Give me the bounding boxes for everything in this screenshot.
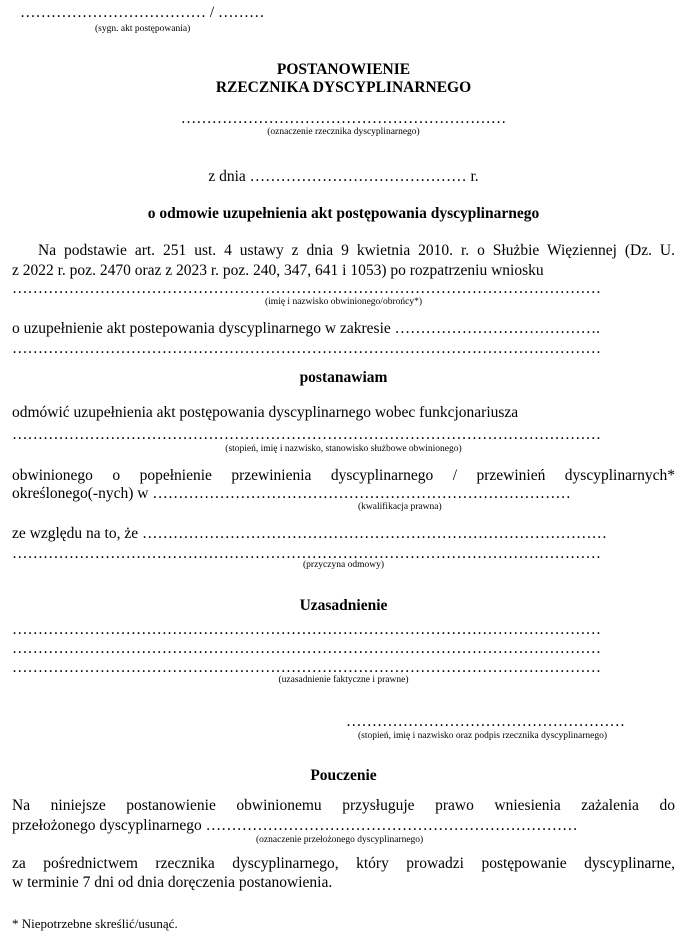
accused-line-1: obwinionego o popełnienie przewinienia dyscyplinarnego / przewinień dyscyplinarnych* [12, 467, 675, 484]
subject-line: o odmowie uzupełnienia akt postępowania dyscyplinarnego [147, 205, 540, 222]
instruction-line-2: przełożonego dyscyplinarnego ……………………………………………………………… [12, 817, 578, 834]
signature-caption: (stopień, imię i nazwisko oraz podpis rzecznika dyscyplinarnego) [358, 731, 608, 741]
scope-dots: …………………………………………………………………………………………………… [12, 340, 601, 357]
document-title: POSTANOWIENIE [276, 61, 411, 78]
officer-dots: …………………………………………………………………………………………………… [12, 426, 601, 443]
intro-line-2: z 2022 r. poz. 2470 oraz z 2023 r. poz. 240, 347, 641 i 1053) po rozpatrzeniu wniosku [12, 262, 544, 279]
reason-caption: (przyczyna odmowy) [303, 560, 384, 570]
document-title-subline: RZECZNIKA DYSCYPLINARNEGO [215, 79, 472, 96]
reason-dots: …………………………………………………………………………………………………… [12, 545, 601, 562]
justification-caption: (uzasadnienie faktyczne i prawne) [278, 675, 409, 685]
accused-or-defender-dots: …………………………………………………………………………………………………… [12, 280, 601, 297]
supervisor-caption: (oznaczenie przełożonego dyscyplinarnego) [256, 835, 424, 845]
accused-or-defender-caption: (imię i nazwisko obwinionego/obrońcy*) [265, 297, 422, 307]
accused-line-2: określonego(-nych) w ……………………………………………………………………… [12, 485, 571, 502]
decision-heading: postanawiam [299, 369, 388, 386]
instruction-line-3: za pośrednictwem rzecznika dyscyplinarnego, który prowadzi postępowanie dyscyplinarne, [12, 855, 675, 872]
justification-dots-3: …………………………………………………………………………………………………… [12, 659, 601, 676]
qualification-caption: (kwalifikacja prawna) [358, 502, 442, 512]
justification-dots-1: …………………………………………………………………………………………………… [12, 621, 601, 638]
spokesman-caption: (oznaczenie rzecznika dyscyplinarnego) [267, 127, 420, 137]
spokesman-line: ……………………………………………………… [180, 110, 507, 127]
footnote: * Niepotrzebne skreślić/usunąć. [12, 916, 178, 931]
case-number-caption: (sygn. akt postępowania) [95, 24, 191, 34]
scope-line: o uzupełnienie akt postepowania dyscyplinarnego w zakresie …………………………………. [12, 320, 601, 337]
justification-dots-2: …………………………………………………………………………………………………… [12, 640, 601, 657]
signature-dots: ……………………………………………… [346, 713, 625, 730]
intro-line-1: Na podstawie art. 251 ust. 4 ustawy z dnia 9 kwietnia 2010. r. o Służbie Więziennej (Dz. U. [38, 242, 675, 259]
justification-heading: Uzasadnienie [299, 597, 388, 614]
refuse-line: odmówić uzupełnienia akt postępowania dyscyplinarnego wobec funkcjonariusza [12, 404, 519, 421]
instruction-line-4: w terminie 7 dni od dnia doręczenia postanowienia. [12, 874, 333, 891]
reason-line: ze względu na to, że ……………………………………………………………………………… [12, 525, 607, 542]
case-number-line: ……………………………… / ……… [20, 4, 265, 21]
instruction-heading: Pouczenie [310, 767, 377, 784]
instruction-line-1: Na niniejsze postanowienie obwinionemu przysługuje prawo wniesienia zażalenia do [12, 797, 675, 814]
officer-caption: (stopień, imię i nazwisko, stanowisko służbowe obwinionego) [225, 444, 462, 454]
date-line: z dnia …………………………………… r. [208, 168, 479, 185]
